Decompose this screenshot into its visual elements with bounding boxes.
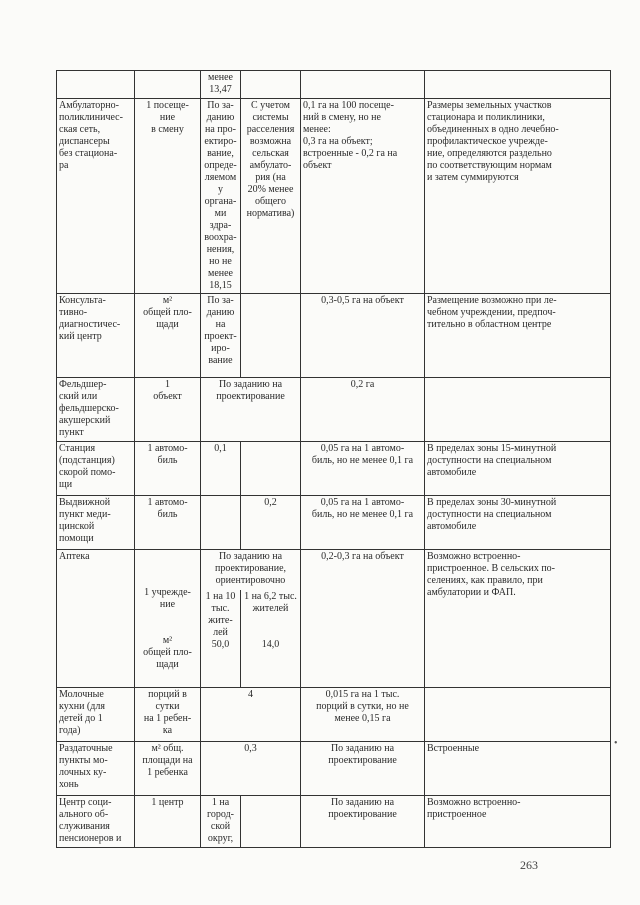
norm-urban-cell: 0,1 bbox=[201, 442, 241, 496]
table-row bbox=[57, 71, 611, 99]
object-name-cell: Раздаточные пункты мо- лочных ку- хонь bbox=[57, 742, 135, 796]
note-cell bbox=[425, 378, 611, 442]
norm-merged-cell: 4 bbox=[201, 688, 301, 742]
norm-rural-cell bbox=[241, 294, 301, 378]
norm-rural-cell: 0,2 bbox=[241, 496, 301, 550]
land-area-cell: 0,2 га bbox=[301, 378, 425, 442]
object-name-cell: Центр соци- ального об- служивания пенсионеров и bbox=[57, 796, 135, 848]
table-row bbox=[57, 99, 611, 294]
table-row bbox=[57, 294, 611, 378]
norm-urban-cell: менее 13,47 bbox=[201, 71, 241, 99]
unit-cell bbox=[135, 71, 201, 99]
table-row bbox=[57, 442, 611, 496]
table-row bbox=[57, 688, 611, 742]
note-cell: Размеры земельных участков стационара и поликлиники, объединенных в одно лечебно- профилактическое учрежде- ние, определяются раздельно по соответствующим нормам и затем суммируются bbox=[425, 99, 611, 294]
table-row bbox=[57, 796, 611, 848]
unit-cell: м² общ. площади на 1 ребенка bbox=[135, 742, 201, 796]
land-area-cell: 0,015 га на 1 тыс. порций в сутки, но не менее 0,15 га bbox=[301, 688, 425, 742]
page-number: 263 bbox=[520, 858, 538, 872]
norm-rural-cell bbox=[241, 71, 301, 99]
object-name-cell: Молочные кухни (для детей до 1 года) bbox=[57, 688, 135, 742]
land-area-cell: 0,1 га на 100 посеще- ний в смену, но не менее: 0,3 га на объект; встроенные - 0,2 га на объект bbox=[301, 99, 425, 294]
note-cell: Встроенные bbox=[425, 742, 611, 796]
note-cell: Возможно встроенно- пристроенное bbox=[425, 796, 611, 848]
unit-cell: 1 автомо- биль bbox=[135, 442, 201, 496]
object-name-cell: Фельдшер- ский или фельдшерско- акушерский пункт bbox=[57, 378, 135, 442]
object-name-cell: Консульта- тивно- диагностичес- кий центр bbox=[57, 294, 135, 378]
scan-speck: • bbox=[614, 738, 618, 749]
land-area-cell: По заданию на проектирование bbox=[301, 796, 425, 848]
norm-urban-cell: 1 на город- ской округ, bbox=[201, 796, 241, 848]
unit-cell: 1 посеще- ние в смену bbox=[135, 99, 201, 294]
note-cell bbox=[425, 71, 611, 99]
note-cell: В пределах зоны 30-минутной доступности на специальном автомобиле bbox=[425, 496, 611, 550]
norm-urban-cell: По за- данию на про- ектиро- вание, опреде- ляемому органа- ми здра- воохра- нения, но не менее 18,15 bbox=[201, 99, 241, 294]
object-name-cell: Выдвижной пункт меди- цинской помощи bbox=[57, 496, 135, 550]
land-area-cell: 0,3-0,5 га на объект bbox=[301, 294, 425, 378]
land-area-cell: 0,05 га на 1 автомо- биль, но не менее 0,1 га bbox=[301, 442, 425, 496]
norm-urban-cell: По за- данию на проект- иро- вание bbox=[201, 294, 241, 378]
norm-merged-cell: 0,3 bbox=[201, 742, 301, 796]
norm-rural-cell: 1 на 6,2 тыс. жителей 14,0 bbox=[241, 590, 301, 688]
table-row bbox=[57, 550, 611, 590]
unit-cell: 1 учрежде- ние м² общей пло- щади bbox=[135, 550, 201, 688]
norm-rural-cell: С учетом системы расселения возможна сельская амбулато- рия (на 20% менее общего норматива) bbox=[241, 99, 301, 294]
table-row bbox=[57, 378, 611, 442]
norm-urban-cell bbox=[201, 496, 241, 550]
norm-header-cell: По заданию на проектирование, ориентировочно bbox=[201, 550, 301, 590]
table-row bbox=[57, 742, 611, 796]
object-name-cell: Аптека bbox=[57, 550, 135, 688]
unit-cell: м² общей пло- щади bbox=[135, 294, 201, 378]
object-name-cell: Амбулаторно- поликлиничес- ская сеть, диспансеры без стациона- ра bbox=[57, 99, 135, 294]
norms-table bbox=[56, 70, 611, 848]
note-cell: В пределах зоны 15-минутной доступности на специальном автомобиле bbox=[425, 442, 611, 496]
unit-cell: 1 центр bbox=[135, 796, 201, 848]
norm-rural-cell bbox=[241, 442, 301, 496]
norm-rural-cell bbox=[241, 796, 301, 848]
land-area-cell: 0,05 га на 1 автомо- биль, но не менее 0,1 га bbox=[301, 496, 425, 550]
land-area-cell: По заданию на проектирование bbox=[301, 742, 425, 796]
norm-merged-cell: По заданию на проектирование bbox=[201, 378, 301, 442]
norm-urban-cell: 1 на 10 тыс. жите- лей 50,0 bbox=[201, 590, 241, 688]
unit-cell: порций в сутки на 1 ребен- ка bbox=[135, 688, 201, 742]
note-cell bbox=[425, 688, 611, 742]
unit-cell: 1 объект bbox=[135, 378, 201, 442]
land-area-cell: 0,2-0,3 га на объект bbox=[301, 550, 425, 688]
note-cell: Возможно встроенно- пристроенное. В сельских по- селениях, как правило, при амбулатории и ФАП. bbox=[425, 550, 611, 688]
object-name-cell: Станция (подстанция) скорой помо- щи bbox=[57, 442, 135, 496]
table-row bbox=[57, 496, 611, 550]
unit-cell: 1 автомо- биль bbox=[135, 496, 201, 550]
land-area-cell bbox=[301, 71, 425, 99]
object-name-cell bbox=[57, 71, 135, 99]
note-cell: Размещение возможно при ле- чебном учреждении, предпоч- тительно в областном центре bbox=[425, 294, 611, 378]
